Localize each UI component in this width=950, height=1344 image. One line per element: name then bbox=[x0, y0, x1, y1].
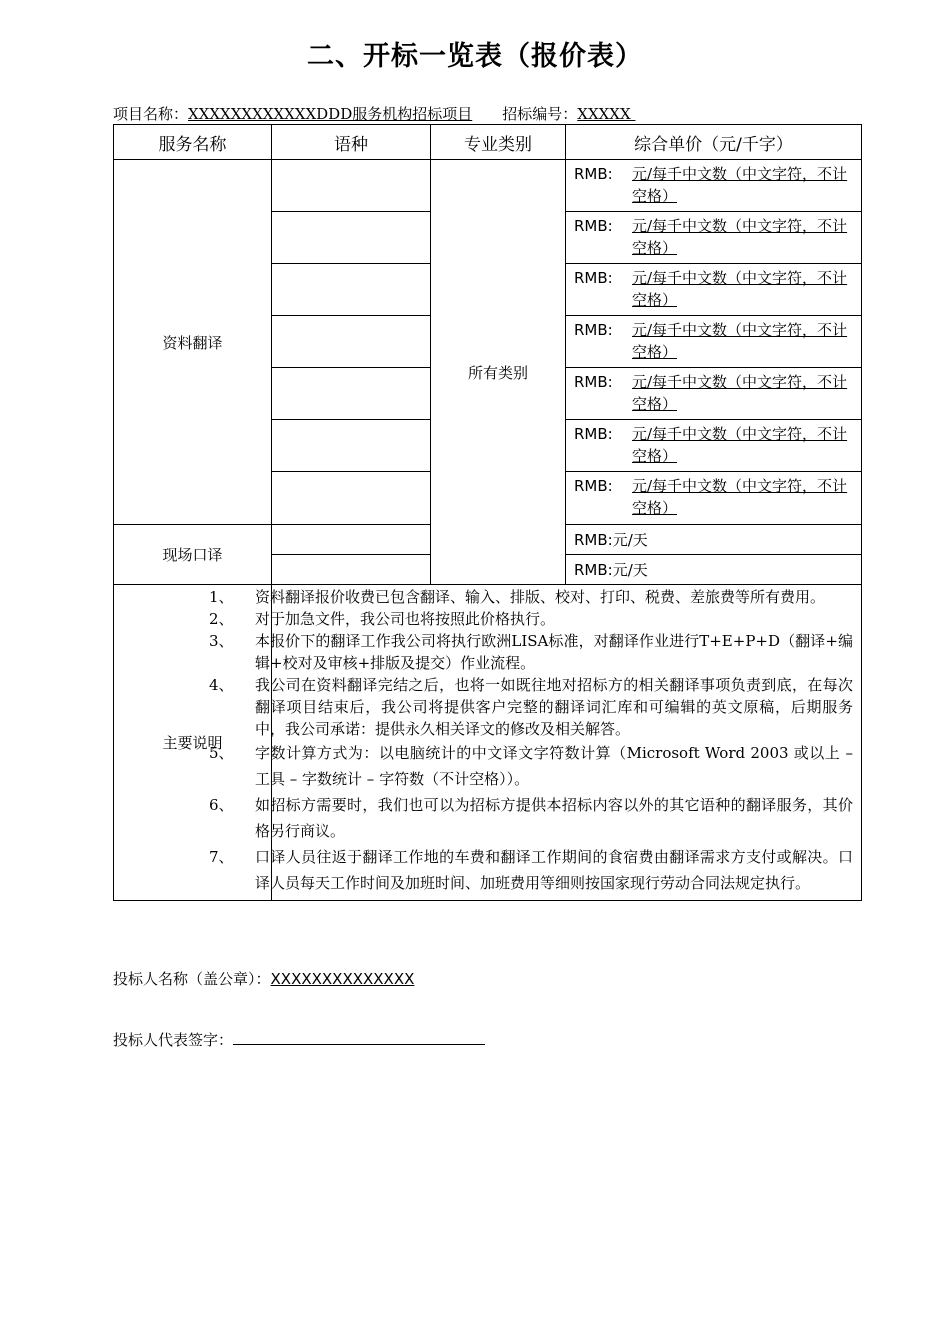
header-service-name: 服务名称 bbox=[114, 125, 272, 160]
category-cell: 所有类别 bbox=[431, 160, 566, 585]
note-item: 7、 口译人员往返于翻译工作地的车费和翻译工作期间的食宿费由翻译需求方支付或解决。口译人员每天工作时间及加班时间、加班费用等细则按国家现行劳动合同法规定执行。 bbox=[209, 848, 853, 892]
language-cell[interactable] bbox=[272, 525, 431, 555]
project-number-value: XXXXX bbox=[577, 105, 631, 123]
interp-price-cell: RMB:元/天 bbox=[566, 555, 862, 585]
note-item: 2、 对于加急文件，我公司也将按照此价格执行。 bbox=[209, 610, 556, 628]
service-onsite-interpretation: 现场口译 bbox=[114, 525, 272, 585]
note-item: 6、 如招标方需要时，我们也可以为招标方提供本招标内容以外的其它语种的翻译服务，其价格另行商议。 bbox=[209, 796, 853, 840]
signature-blank[interactable] bbox=[233, 1030, 485, 1045]
language-cell[interactable] bbox=[272, 555, 431, 585]
note-item: 1、 资料翻译报价收费已包含翻译、输入、排版、校对、打印、税费、差旅费等所有费用。 bbox=[209, 588, 826, 606]
price-cell: RMB: 元/每千中文数（中文字符，不计空格） bbox=[566, 212, 862, 264]
language-cell[interactable] bbox=[272, 368, 431, 420]
header-category: 专业类别 bbox=[431, 125, 566, 160]
language-cell[interactable] bbox=[272, 212, 431, 264]
note-item: 5、 字数计算方式为：以电脑统计的中文译文字符数计算（Microsoft Word 2003 或以上 – 工具 – 字数统计 – 字符数（不计空格））。 bbox=[209, 744, 853, 788]
project-name-value: XXXXXXXXXXXXDDD服务机构招标项目 bbox=[188, 105, 473, 123]
header-language: 语种 bbox=[272, 125, 431, 160]
bidder-name-label: 投标人名称（盖公章）： bbox=[113, 970, 271, 988]
service-doc-translation: 资料翻译 bbox=[114, 160, 272, 525]
price-cell: RMB: 元/每千中文数（中文字符，不计空格） bbox=[566, 264, 862, 316]
project-info-line bbox=[113, 103, 635, 124]
bidder-rep-label: 投标人代表签字： bbox=[113, 1031, 234, 1049]
bidder-name-line bbox=[113, 968, 414, 989]
language-cell[interactable] bbox=[272, 160, 431, 212]
price-cell: RMB: 元/每千中文数（中文字符，不计空格） bbox=[566, 160, 862, 212]
project-number-label: 招标编号： bbox=[502, 105, 578, 123]
price-cell: RMB: 元/每千中文数（中文字符，不计空格） bbox=[566, 472, 862, 525]
note-item: 3、 本报价下的翻译工作我公司将执行欧洲LISA标准，对翻译作业进行T+E+P+D（翻译+编辑+校对及审核+排版及提交）作业流程。 bbox=[209, 632, 853, 672]
bidder-name-value: XXXXXXXXXXXXXX bbox=[270, 970, 415, 988]
price-cell: RMB: 元/每千中文数（中文字符，不计空格） bbox=[566, 420, 862, 472]
page-title: 二、开标一览表（报价表） bbox=[307, 41, 643, 72]
price-cell: RMB: 元/每千中文数（中文字符，不计空格） bbox=[566, 368, 862, 420]
bidder-rep-line bbox=[113, 1029, 485, 1050]
language-cell[interactable] bbox=[272, 264, 431, 316]
language-cell[interactable] bbox=[272, 420, 431, 472]
project-name-label: 项目名称： bbox=[113, 105, 189, 123]
header-unit-price: 综合单价（元/千字） bbox=[566, 125, 862, 160]
price-cell: RMB: 元/每千中文数（中文字符，不计空格） bbox=[566, 316, 862, 368]
notes-list bbox=[113, 586, 853, 896]
language-cell[interactable] bbox=[272, 316, 431, 368]
table-row bbox=[114, 160, 862, 212]
interp-price-cell: RMB:元/天 bbox=[566, 525, 862, 555]
table-header-row bbox=[114, 125, 862, 160]
language-cell[interactable] bbox=[272, 472, 431, 525]
note-item: 4、 我公司在资料翻译完结之后，也将一如既往地对招标方的相关翻译事项负责到底，在每次翻译项目结束后，我公司将提供客户完整的翻译词汇库和可编辑的英文原稿，后期服务中，我公司承诺：提供永久相关译文的修改及相关解答。 bbox=[209, 676, 853, 738]
notes-label: 主要说明 bbox=[114, 585, 272, 901]
